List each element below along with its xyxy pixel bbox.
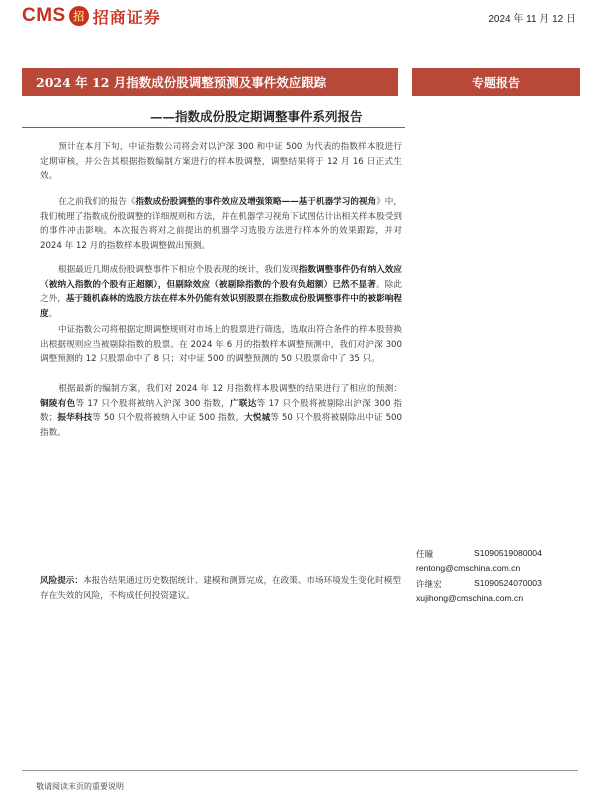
paragraph-5: 根据最新的编制方案，我们对 2024 年 12 月指数样本股调整的结果进行了相应的预测：铜陵有色等 17 只个股将被纳入沪深 300 指数，广联达等 17 只个股将被剔除出沪深 300 指数；振华科技等 50 只个股将被纳入中证 500 指数，大悦城等 50 只个股将被剔除出中证 500 指数。 bbox=[40, 384, 402, 438]
logo-emblem-icon: 招 bbox=[69, 6, 89, 26]
report-date: 2024 年 11 月 12 日 bbox=[488, 14, 576, 25]
report-type-tag: 专题报告 bbox=[412, 68, 580, 96]
analyst-email[interactable]: xujihong@cmschina.com.cn bbox=[416, 593, 524, 603]
logo-cms-text: CMS bbox=[22, 5, 66, 26]
analyst-license-code: S1090524070003 bbox=[474, 578, 542, 588]
footer-disclaimer-note: 敬请阅读末页的重要说明 bbox=[36, 782, 124, 791]
risk-warning-label: 风险提示： bbox=[40, 576, 83, 586]
paragraph-3: 根据最近几期成份股调整事件下相应个股表现的统计，我们发现指数调整事件仍有纳入效应（被纳入指数的个股有正超额），但剔除效应（被剔除指数的个股有负超额）已然不显著。除此之外，基于随机森林的选股方法在样本外仍能有效识别股票在指数成份股调整事件中的被影响程度。 bbox=[40, 265, 402, 319]
analyst-license-code: S1090519080004 bbox=[474, 548, 542, 558]
risk-warning bbox=[40, 574, 402, 603]
report-title: 2024 年 12 月指数成份股调整预测及事件效应跟踪 bbox=[22, 68, 398, 96]
analyst-name: 许继宏 bbox=[416, 580, 442, 590]
paragraph-2: 在之前我们的报告《指数成份股调整的事件效应及增强策略——基于机器学习的视角》中，我们梳理了指数成份股调整的详细规则和方法，并在机器学习视角下试图估计出相关样本股受到的事件冲击影响。本次报告将对之前提出的机器学习选股方法进行样本外的效果跟踪，并对 2024 年 12 月的指数样本股调整做出预测。 bbox=[40, 197, 402, 251]
paragraph-1: 预计在本月下旬，中证指数公司将会对以沪深 300 和中证 500 为代表的指数样本股进行定期审核，并公告其根据指数编制方案进行的样本股调整，调整结果将于 12 月 16 日正式生效。 bbox=[40, 142, 402, 181]
paragraph-4: 中证指数公司将根据定期调整规则对市场上的股票进行筛选，选取出符合条件的样本股替换出根据规则应当被剔除指数的股票。在 2024 年 6 月的指数样本调整预测中，我们对沪深 300 调整预测的 12 只股票命中了 8 只；对中证 500 的调整预测的 50 只股票命中了 35 只。 bbox=[40, 325, 402, 364]
risk-warning-text: 本报告结果通过历史数据统计、建模和测算完成，在政策、市场环境发生变化时模型存在失效的风险，不构成任何投资建议。 bbox=[40, 576, 401, 601]
report-subtitle: ——指数成份股定期调整事件系列报告 bbox=[150, 109, 363, 124]
footer-divider bbox=[22, 770, 578, 771]
analyst-email[interactable]: rentong@cmschina.com.cn bbox=[416, 563, 521, 573]
analyst-name: 任瞳 bbox=[416, 550, 434, 560]
subtitle-divider bbox=[22, 127, 405, 128]
company-logo bbox=[22, 2, 161, 30]
logo-chinese-text: 招商证券 bbox=[92, 7, 161, 27]
referenced-report-title: 指数成份股调整的事件效应及增强策略——基于机器学习的视角 bbox=[135, 197, 377, 207]
